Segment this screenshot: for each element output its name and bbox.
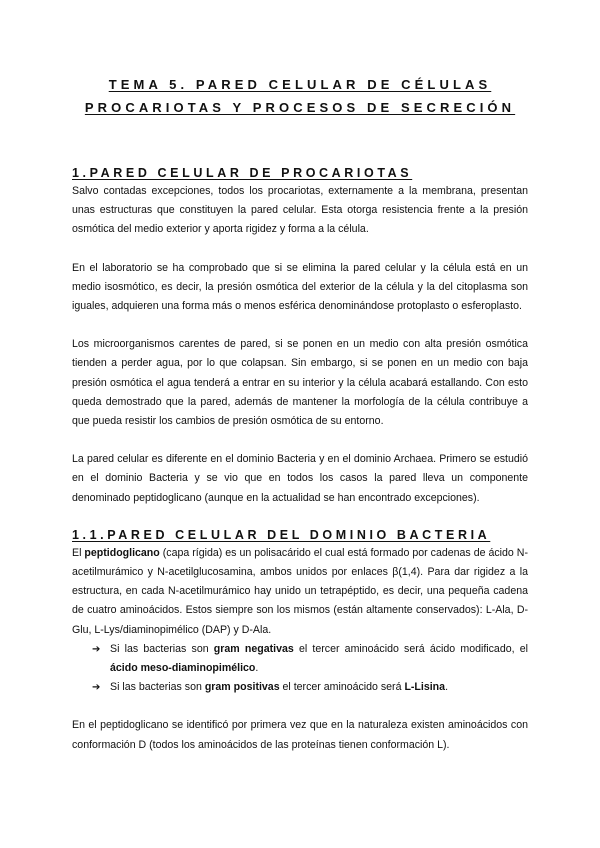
list-item xyxy=(92,678,528,697)
paragraph: La pared celular es diferente en el dominio Bacteria y en el dominio Archaea. Primero se estudió en el dominio Bacteria y se vio que en todos los casos la pared lleva un componente denominado peptidoglicano (aunque en la actualidad se han encontrado excepciones). xyxy=(72,453,528,504)
bold-term: L-Lisina xyxy=(404,681,446,694)
bold-term: ácido meso-diaminopimélico xyxy=(110,662,256,675)
text-run: El xyxy=(72,546,85,559)
section-heading: 1.PARED CELULAR DE PROCARIOTAS xyxy=(72,166,413,180)
text-run: Si las bacterias son xyxy=(110,642,214,655)
title-line-1: TEMA 5. PARED CELULAR DE CÉLULAS xyxy=(108,77,492,92)
text-run: (capa rígida) es un polisacárido el cual está formado por cadenas de ácido N-acetilmurámico y N-acetilglucosamina, ambos unidos por enlaces β(1,4). Para dar rigidez a la estructura, en cada N-acetilmurámico hay unido un tetrapéptido, es decir, una pequeña cadena de cuatro aminoácidos. Estos siempre son los mismos (están altamente conservados): L-Ala, D-Glu, L-Lys/diaminopimélico (DAP) y D-Ala. xyxy=(72,546,528,636)
text-run: el tercer aminoácido será ácido modificado, el xyxy=(293,642,528,655)
text-run: . xyxy=(445,681,449,694)
bold-term: gram positivas xyxy=(204,681,280,694)
bold-term: peptidoglicano xyxy=(84,546,160,559)
bullet-list xyxy=(72,640,528,698)
subsection-heading: 1.1.PARED CELULAR DEL DOMINIO BACTERIA xyxy=(72,527,491,542)
title-line-2: PROCARIOTAS Y PROCESOS DE SECRECIÓN xyxy=(84,100,516,115)
text-run: Si las bacterias son xyxy=(110,681,205,694)
list-item xyxy=(92,640,528,678)
peptidoglycan-paragraph xyxy=(72,544,528,640)
paragraph: En el laboratorio se ha comprobado que si se elimina la pared celular y la célula está en un medio isosmótico, es decir, la presión osmótica del exterior de la célula y la del citoplasma son iguales, adquieren una forma más o menos esférica denominándose protoplasto o esferoplasto. xyxy=(72,261,528,313)
bold-term: gram negativas xyxy=(213,642,294,655)
arrow-right-icon: ➔ xyxy=(92,682,101,694)
text-run: . xyxy=(255,662,259,675)
paragraph: Los microorganismos carentes de pared, si se ponen en un medio con alta presión osmótica tienden a perder agua, por lo que colapsan. Sin embargo, si se ponen en un medio con baja presión osmótica el agua tenderá a entrar en su interior y la célula acabará estallando. Con esto queda demostrado que la pared, además de mantener la morfología de la célula contribuye a que pueda resistir los cambios de presión osmótica de su entorno. xyxy=(72,338,528,428)
text-run: el tercer aminoácido será xyxy=(279,681,405,694)
paragraph: En el peptidoglicano se identificó por primera vez que en la naturaleza existen aminoácidos con conformación D (todos los aminoácidos de las proteínas tienen conformación L). xyxy=(72,719,528,751)
document-title xyxy=(72,0,528,119)
paragraph: Salvo contadas excepciones, todos los procariotas, externamente a la membrana, presentan unas estructuras que constituyen la pared celular. Esta otorga resistencia frente a la presión osmótica del medio exterior y aporta rigidez y forma a la célula. xyxy=(72,185,528,236)
arrow-right-icon: ➔ xyxy=(92,643,101,655)
